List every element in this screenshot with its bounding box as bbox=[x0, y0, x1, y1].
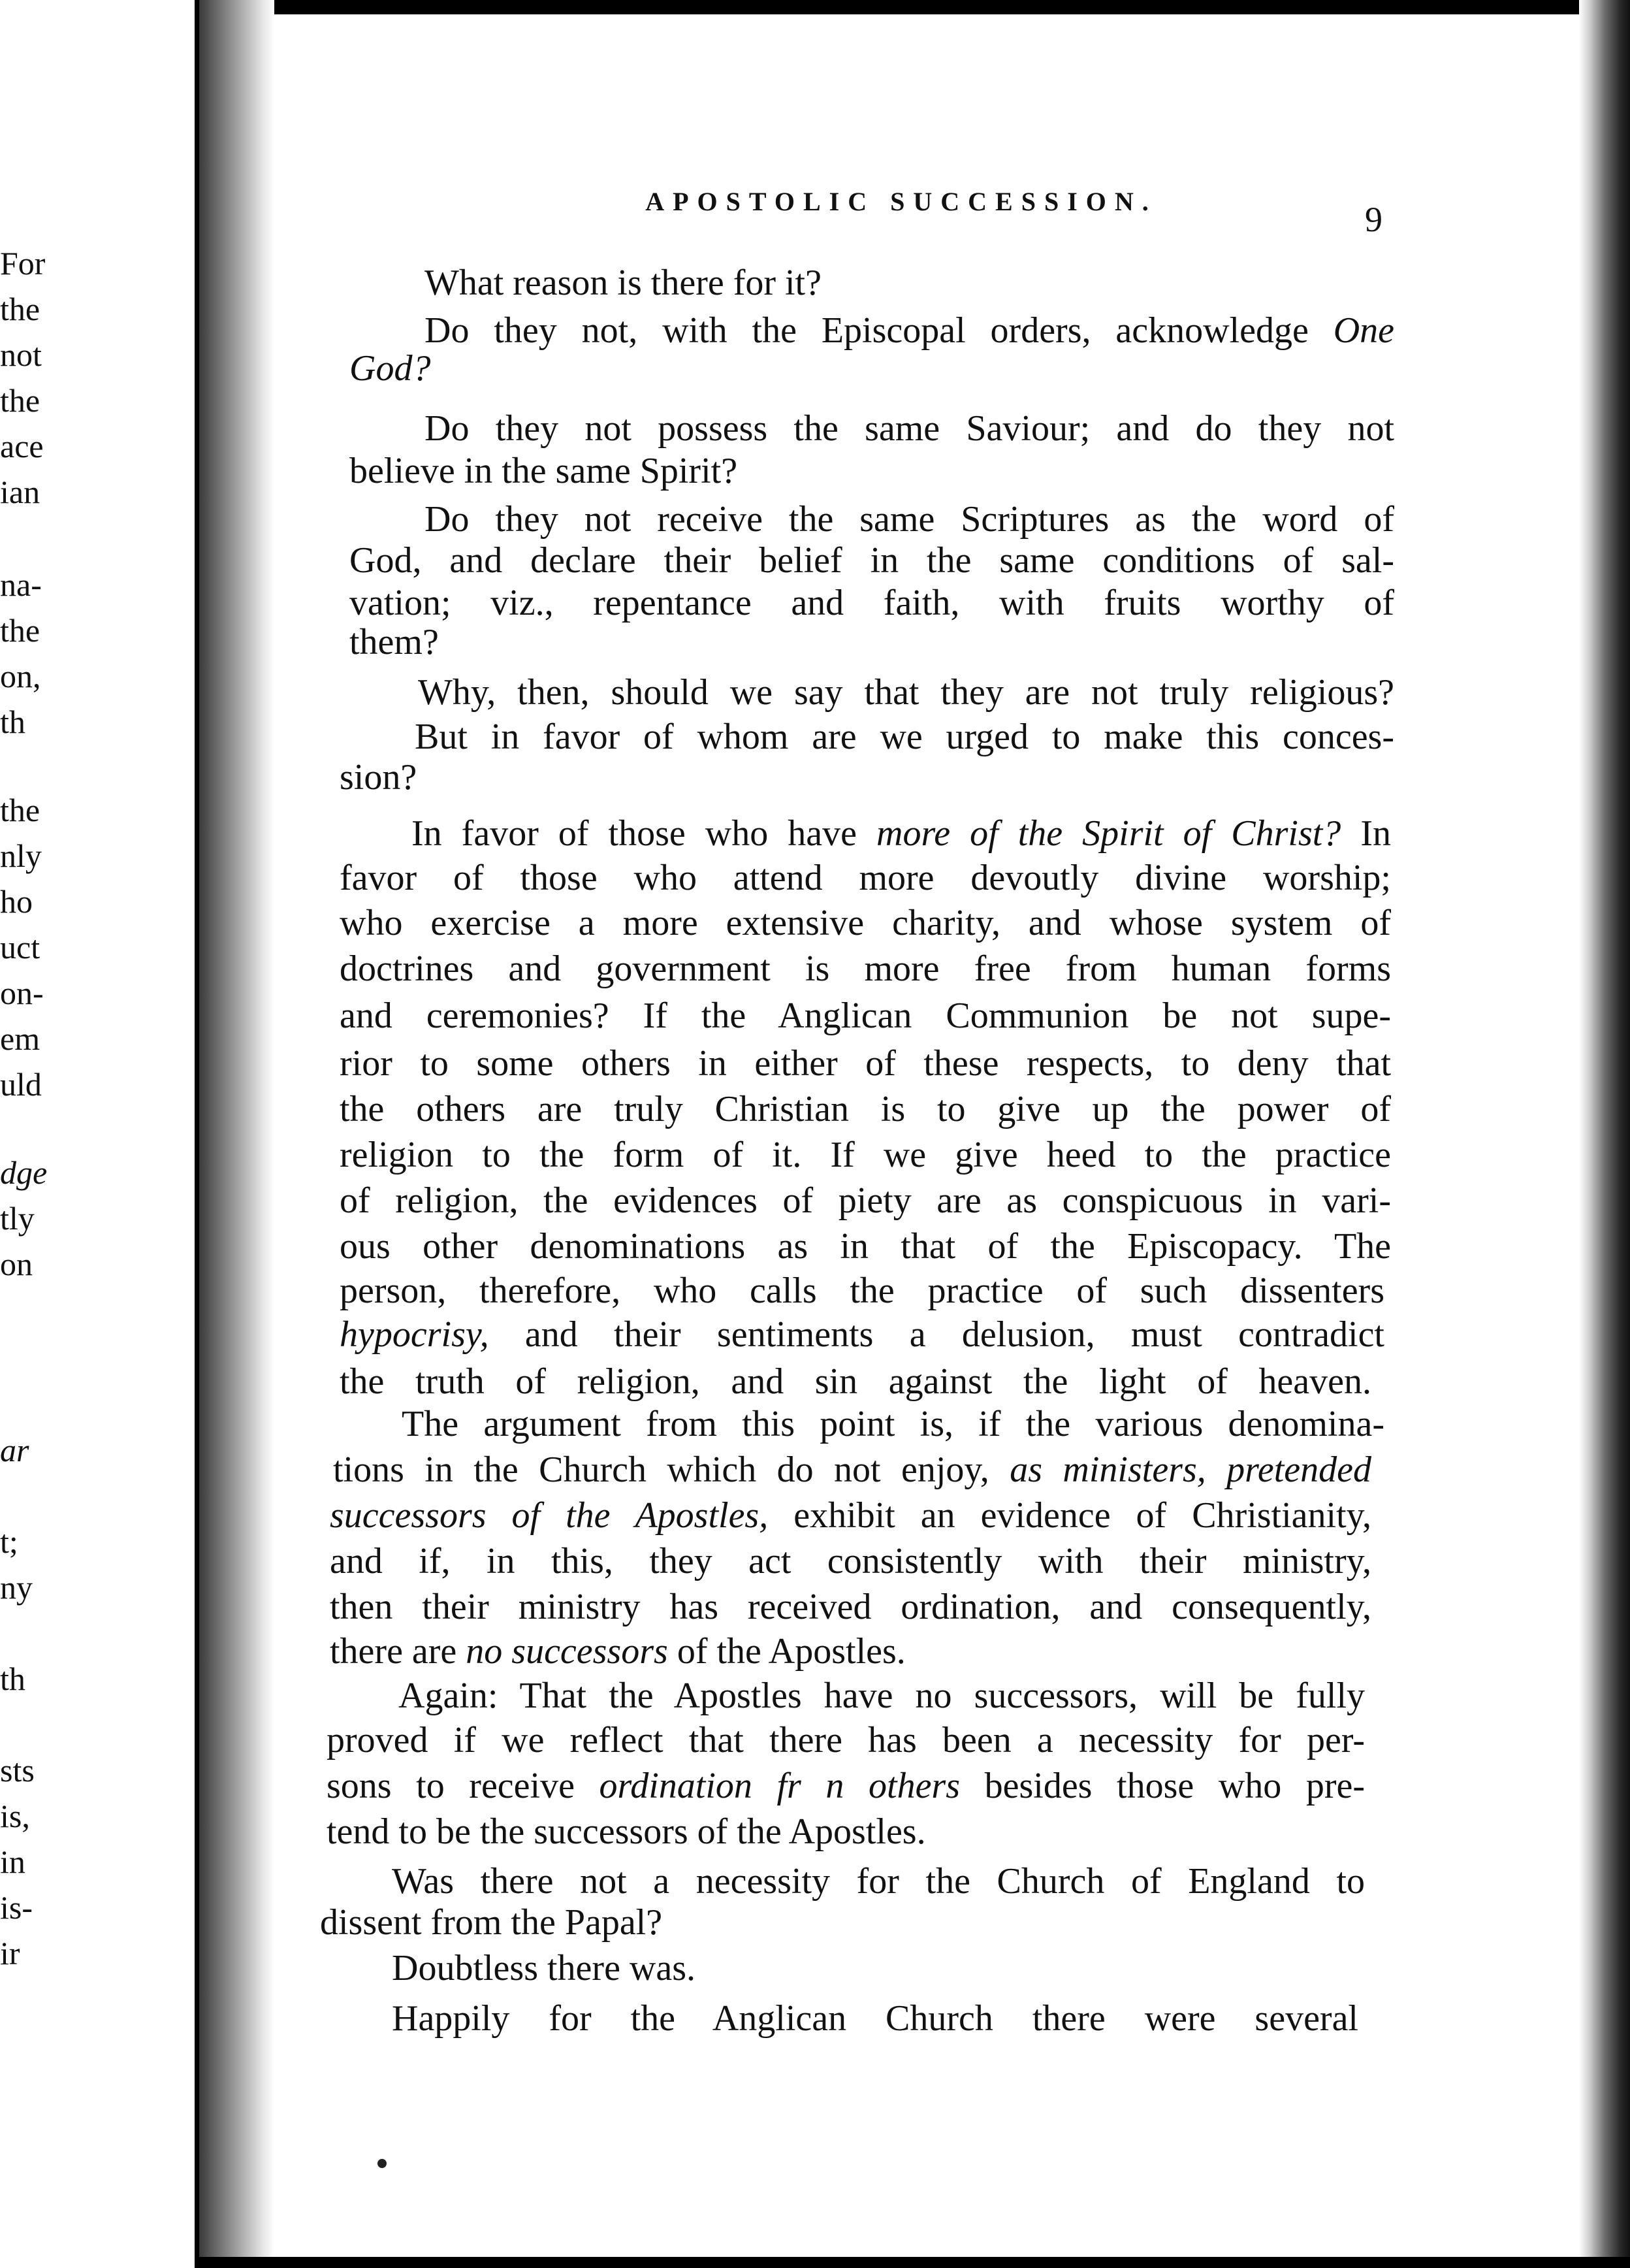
left-fragment: th bbox=[0, 704, 25, 740]
text-line: Doubtless there was. bbox=[392, 1948, 696, 1988]
text-line: and if, in this, they act consistently with their ministry, bbox=[330, 1541, 1371, 1581]
text-line: God, and declare their belief in the same conditions of sal- bbox=[349, 540, 1394, 581]
left-fragment: tly bbox=[0, 1200, 35, 1237]
left-fragment: the bbox=[0, 792, 40, 828]
text-line: proved if we reflect that there has been a necessity for per- bbox=[327, 1720, 1365, 1760]
text-line: Do they not, with the Episcopal orders, acknowledge One bbox=[424, 310, 1394, 351]
text-line: ous other denominations as in that of the Episcopacy. The bbox=[340, 1226, 1391, 1267]
left-fragment: the bbox=[0, 612, 40, 649]
text-line: then their ministry has received ordination, and consequently, bbox=[330, 1587, 1371, 1627]
ink-speck bbox=[377, 2159, 387, 2168]
left-fragment: ar bbox=[0, 1432, 29, 1468]
left-fragment: ir bbox=[0, 1935, 20, 1971]
left-fragment: ho bbox=[0, 883, 33, 920]
left-fragment: the bbox=[0, 382, 40, 419]
top-scan-border bbox=[196, 0, 1630, 14]
left-fragment: uld bbox=[0, 1066, 42, 1103]
left-page-edge bbox=[0, 0, 196, 2268]
text-line: Do they not possess the same Saviour; and do they not bbox=[424, 408, 1394, 449]
text-line: tions in the Church which do not enjoy, as ministers, pretended bbox=[333, 1450, 1372, 1490]
text-line: tend to be the successors of the Apostles. bbox=[327, 1811, 926, 1852]
left-fragment: is, bbox=[0, 1798, 30, 1834]
left-fragment: on, bbox=[0, 658, 41, 694]
text-line: person, therefore, who calls the practice of such dissenters bbox=[340, 1271, 1384, 1311]
left-fragment: is- bbox=[0, 1889, 33, 1926]
text-line: In favor of those who have more of the Spirit of Christ? In bbox=[411, 813, 1391, 854]
text-line: the others are truly Christian is to give up the power of bbox=[340, 1089, 1391, 1129]
text-line: religion to the form of it. If we give heed to the practice bbox=[340, 1135, 1391, 1175]
text-line: sion? bbox=[340, 757, 417, 798]
text-line: them? bbox=[349, 622, 439, 662]
left-fragment: on bbox=[0, 1246, 33, 1282]
left-fragment: ian bbox=[0, 474, 40, 510]
text-line: vation; viz., repentance and faith, with fruits worthy of bbox=[349, 583, 1394, 623]
text-line: of religion, the evidences of piety are as conspicuous in vari- bbox=[340, 1180, 1391, 1221]
text-line: and ceremonies? If the Anglican Communion be not supe- bbox=[340, 996, 1391, 1036]
left-fragment: em bbox=[0, 1020, 40, 1057]
text-line: rior to some others in either of these respects, to deny that bbox=[340, 1043, 1391, 1084]
left-fragment: For bbox=[0, 245, 46, 282]
text-line: dissent from the Papal? bbox=[320, 1902, 663, 1943]
text-line: doctrines and government is more free from human forms bbox=[340, 948, 1391, 989]
text-line: God? bbox=[349, 348, 431, 389]
text-line: who exercise a more extensive charity, and whose system of bbox=[340, 903, 1391, 943]
text-line: But in favor of whom are we urged to make this conces- bbox=[415, 717, 1394, 757]
left-fragment: ny bbox=[0, 1569, 33, 1606]
page-number: 9 bbox=[1365, 200, 1382, 239]
text-line: hypocrisy, and their sentiments a delusion, must contradict bbox=[340, 1314, 1384, 1355]
left-fragment: the bbox=[0, 291, 40, 327]
right-page-edge-shadow bbox=[1579, 0, 1630, 2268]
text-line: Why, then, should we say that they are not truly religious? bbox=[418, 672, 1394, 713]
left-fragment: sts bbox=[0, 1752, 35, 1789]
bottom-scan-border bbox=[196, 2257, 1630, 2268]
left-fragment: ace bbox=[0, 428, 44, 464]
text-line: Was there not a necessity for the Church of England to bbox=[392, 1861, 1365, 1902]
text-line: sons to receive ordination fr n others besides those who pre- bbox=[327, 1766, 1366, 1806]
left-fragment: dge bbox=[0, 1154, 48, 1191]
left-fragment: on- bbox=[0, 975, 44, 1011]
left-fragment: not bbox=[0, 336, 42, 373]
text-line: Happily for the Anglican Church there were several bbox=[392, 1998, 1358, 2039]
text-line: favor of those who attend more devoutly divine worship; bbox=[340, 858, 1391, 898]
text-line: believe in the same Spirit? bbox=[349, 451, 738, 491]
text-line: there are no successors of the Apostles. bbox=[330, 1631, 906, 1672]
running-header: APOSTOLIC SUCCESSION. bbox=[645, 187, 1157, 216]
text-line: the truth of religion, and sin against the light of heaven. bbox=[340, 1361, 1371, 1402]
left-fragment: nly bbox=[0, 837, 42, 874]
left-fragment: th bbox=[0, 1660, 25, 1697]
left-page-divider bbox=[195, 0, 199, 2268]
left-fragment: in bbox=[0, 1843, 25, 1880]
text-line: Do they not receive the same Scriptures as the word of bbox=[424, 499, 1394, 540]
left-fragment: t; bbox=[0, 1523, 18, 1560]
left-fragment: uct bbox=[0, 929, 40, 965]
left-fragment: na- bbox=[0, 566, 42, 603]
text-line: successors of the Apostles, exhibit an evidence of Christianity, bbox=[330, 1495, 1371, 1536]
text-line: What reason is there for it? bbox=[424, 263, 822, 303]
text-line: Again: That the Apostles have no successors, will be fully bbox=[398, 1676, 1365, 1716]
book-gutter-shadow bbox=[199, 0, 274, 2268]
text-line: The argument from this point is, if the various denomina- bbox=[402, 1404, 1384, 1444]
